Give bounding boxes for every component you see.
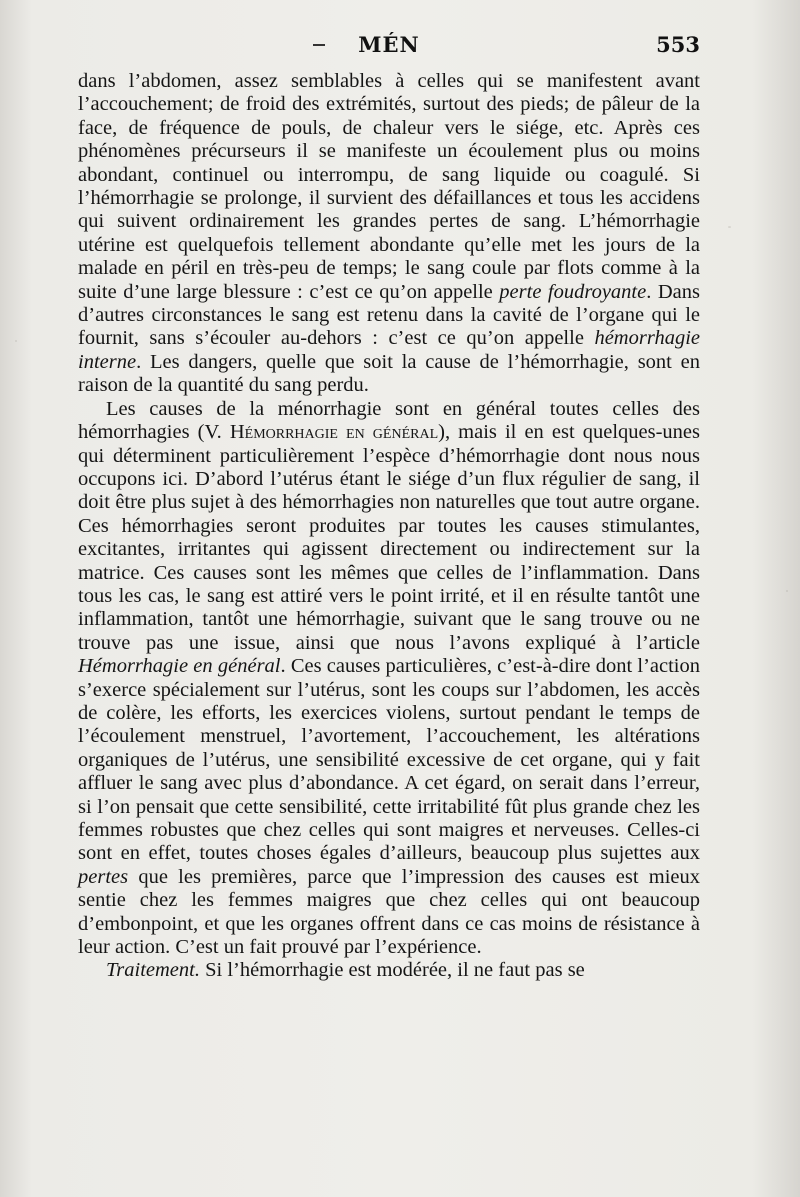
paragraph-1-italic-2: hémorrhagie interne bbox=[78, 327, 700, 373]
paper-speck bbox=[728, 226, 731, 228]
paragraph-2-italic-2: pertes bbox=[78, 865, 129, 888]
paragraph-2-italic-1: Hémorrhagie en général bbox=[78, 655, 281, 678]
paragraph-3-text-a: Si l’hémorrhagie est modérée, il ne faut pas se bbox=[199, 959, 585, 982]
page-body bbox=[78, 70, 700, 1162]
paragraph-2 bbox=[78, 398, 700, 960]
paragraph-3 bbox=[78, 959, 700, 982]
paragraph-1 bbox=[78, 70, 700, 398]
page-number: 553 bbox=[656, 32, 700, 57]
paragraph-1-text-c: . Les dangers, quelle que soit la cause de l’hémorrhagie, sont en raison de la quantité du sang perdu. bbox=[78, 350, 700, 397]
paragraph-1-text-b: . Dans d’autres circonstances le sang est retenu dans la cavité de l’organe qui le fournit, sans s’écouler au-dehors : c’est ce qu’on appelle bbox=[78, 280, 700, 350]
paragraph-2-text-a: Les causes de la ménorrhagie sont en général toutes celles des hémorrhagies (V. bbox=[78, 397, 700, 444]
paragraph-1-text-a: dans l’abdomen, assez semblables à celles qui se manifestent avant l’accouchement; de froid des extrémités, surtout des pieds; de pâleur de la face, de fréquence de pouls, de chaleur vers le siége, etc. Après ces phénomènes précurseurs il se manifeste un écoulement plus ou moins abondant, continuel ou interrompu, de sang liquide ou coagulé. Si l’hémorrhagie se prolonge, il survient des défaillances et tous les accidens qui suivent ordinairement les grandes pertes de sang. L’hémorrhagie utérine est quelquefois tellement abondante qu’elle met les jours de la malade en péril en très-peu de temps; le sang coule par flots comme à la suite d’une large blessure : c’est ce qu’on appelle bbox=[78, 70, 700, 303]
paragraph-2-text-d: que les premières, parce que l’impression des causes est mieux sentie chez les femmes maigres que chez celles qui ont beaucoup d’embonpoint, et que les organes offrent dans ce cas moins de résistance à leur action. C’est un fait prouvé par l’expérience. bbox=[78, 865, 700, 959]
paper-speck bbox=[15, 340, 17, 342]
paragraph-2-text-c: . Ces causes particulières, c’est-à-dire dont l’action s’exerce spécialement sur l’utérus, sont les coups sur l’abdomen, les accès de colère, les efforts, les exercices violens, surtout pendant le temps de l’écoulement menstruel, l’avortement, l’accouchement, les altérations organiques de l’utérus, une sensibilité excessive de cet organe, qui y fait affluer le sang avec plus d’abondance. A cet égard, on serait dans l’erreur, si l’on pensait que cette sensibilité, cette irritabilité fût plus grande chez les femmes robustes que chez celles qui sont maigres et nerveuses. Celles-ci sont en effet, toutes choses égales d’ailleurs, beaucoup plus sujettes aux bbox=[78, 655, 700, 865]
running-head: MÉN bbox=[358, 32, 420, 57]
paragraph-1-italic-1: perte foudroyante bbox=[499, 280, 647, 303]
paragraph-3-heading: Traitement. bbox=[106, 959, 200, 982]
paper-speck bbox=[786, 590, 788, 592]
paragraph-2-text-b: ), mais il en est quelques-unes qui déterminent particulièrement l’espèce d’hémorrhagie dont nous nous occupons ici. D’abord l’utérus étant le siége d’un flux régulier de sang, il doit être plus sujet à des hémorrhagies non naturelles que tout autre organe. Ces hémorrhagies seront produites par toutes les causes stimulantes, excitantes, irritantes qui agissent directement ou indirectement sur la matrice. Ces causes sont les mêmes que celles de l’inflammation. Dans tous les cas, le sang est attiré vers le point irrité, et il en résulte tantôt une inflammation, tantôt une hémorrhagie, suivant que le sang trouve ou ne trouve pas une issue, ainsi que nous l’avons expliqué à l’article bbox=[78, 421, 700, 654]
page-header bbox=[78, 28, 700, 64]
paragraph-2-smallcaps-reference: Hémorrhagie en général bbox=[229, 421, 439, 444]
